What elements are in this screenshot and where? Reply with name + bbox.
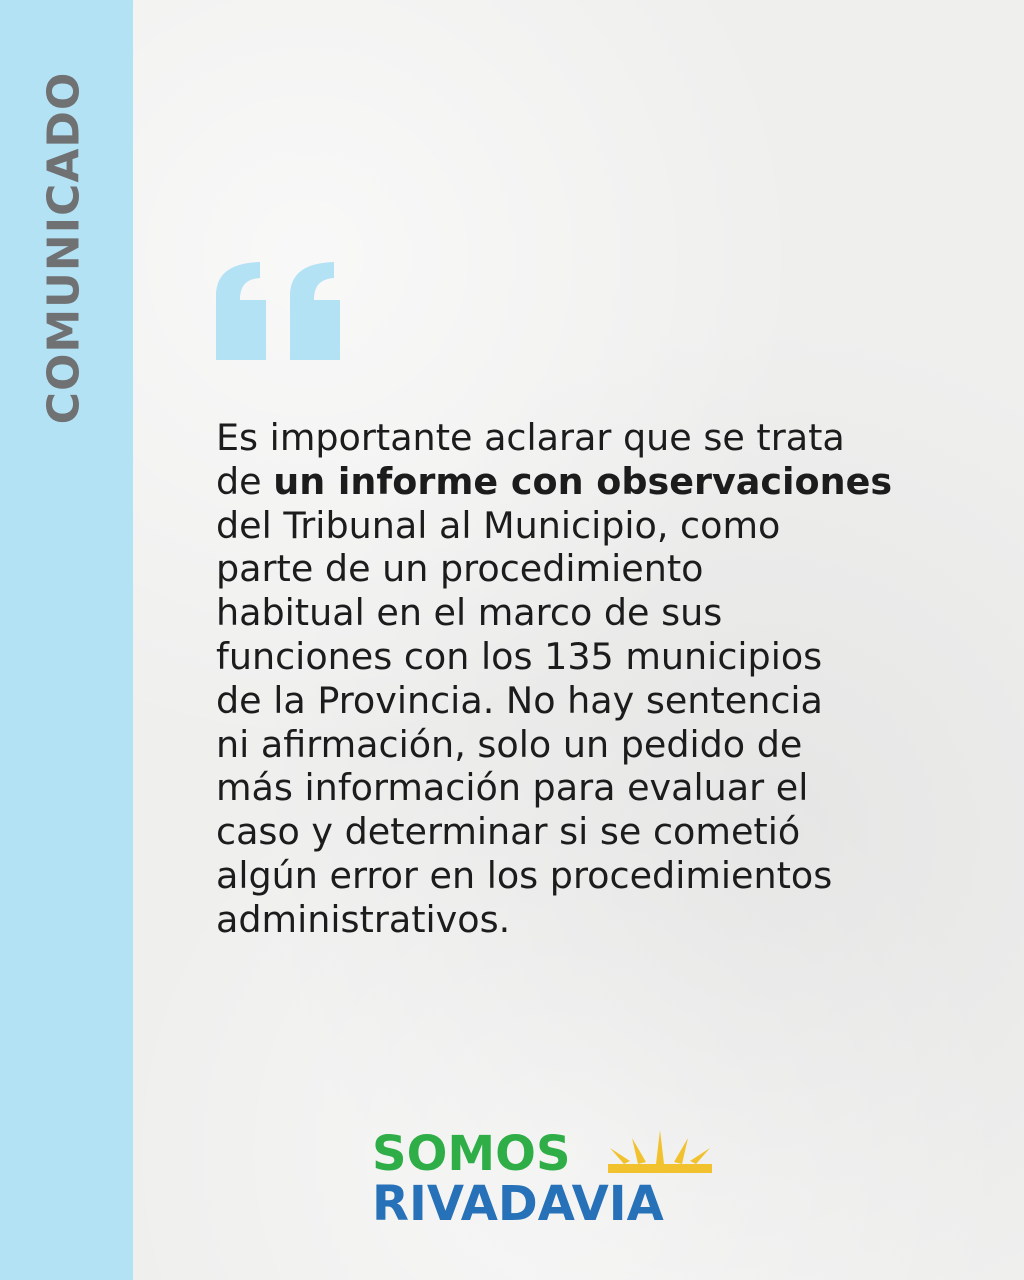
statement-emphasis: un informe con observaciones	[273, 459, 893, 503]
logo-line-rivadavia: RIVADAVIA	[372, 1176, 664, 1232]
statement-line: caso y determinar si se cometió	[216, 810, 801, 854]
statement-line: administrativos.	[216, 897, 511, 941]
statement-line: de	[216, 459, 274, 503]
statement-text	[216, 416, 976, 942]
statement-line: funciones con los 135 municipios	[216, 634, 823, 678]
open-quote-icon	[216, 262, 344, 362]
statement-line: parte de un procedimiento	[216, 547, 704, 591]
side-strip	[0, 0, 133, 1280]
side-label: COMUNICADO	[38, 71, 90, 425]
statement-line: de la Provincia. No hay sentencia	[216, 678, 823, 722]
sun-icon	[608, 1128, 712, 1180]
statement-line: Es importante aclarar que se trata	[216, 416, 845, 459]
logo-line-somos: SOMOS	[372, 1126, 571, 1182]
somos-rivadavia-logo	[372, 1128, 732, 1238]
statement-line: del Tribunal al Municipio, como	[216, 503, 781, 547]
statement-line: algún error en los procedimientos	[216, 853, 833, 897]
statement-line: habitual en el marco de sus	[216, 591, 723, 635]
statement-line: ni afirmación, solo un pedido de	[216, 722, 803, 766]
statement-line: más información para evaluar el	[216, 766, 809, 810]
